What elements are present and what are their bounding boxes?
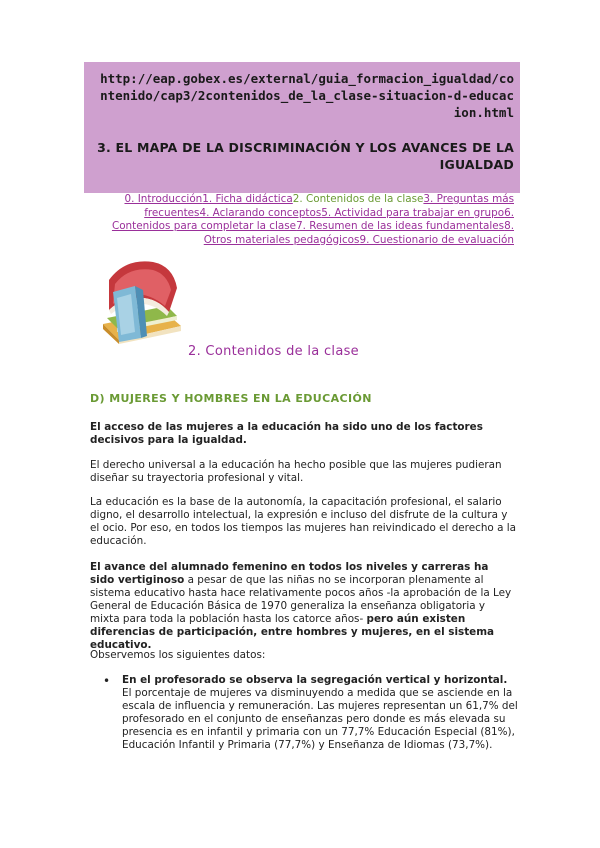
subheading: D) MUJERES Y HOMBRES EN LA EDUCACIÓN [90,392,372,405]
paragraph-4 [90,561,516,652]
nav-link-preguntas[interactable]: 3. Preguntas más frecuentes [144,193,514,219]
chapter-title: 3. EL MAPA DE LA DISCRIMINACIÓN Y LOS AVANCES DE LA IGUALDAD [97,140,514,172]
bullet-bold: En el profesorado se observa la segregación vertical y horizontal. [122,674,508,686]
nav-link-resumen[interactable]: 7. Resumen de las ideas fundamentales [296,220,505,232]
bullet-text: El porcentaje de mujeres va disminuyendo a medida que se asciende en la escala de influencia y remuneración. Las mujeres representan un 61,7% del profesorado en el conjunto de enseñanzas pero donde es más elevada su presencia es en infantil y primaria con un 77,7% Educación Especial (81%), Educación Infantil y Primaria (77,7%) y Enseñanza de Idiomas (73,7%). [122,687,518,751]
nav-link-actividad[interactable]: 5. Actividad para trabajar en grupo [321,206,505,219]
section-title: 2. Contenidos de la clase [188,344,359,359]
paragraph-4-text: a pesar de que las niñas no se incorporan plenamente al sistema educativo hasta hace relativamente pocos años -la aprobación de la Ley General de Educación Básica de 1970 generaliza la enseñanza obligatoria y mixta para toda la población hasta los catorce años- [90,574,512,625]
header-banner [84,62,520,193]
nav-link-cuestionario[interactable]: 9. Cuestionario de evaluación [359,233,514,246]
chapter-nav [90,193,514,247]
bullet-symbol: • [103,674,111,688]
paragraph-3: La educación es la base de la autonomía, la capacitación profesional, el salario digno, el desarrollo intelectual, la expresión e incluso del disfrute de la cultura y el ocio. Por eso, en todos los tiempos las mujeres han reivindicado el derecho a la educación. [90,496,517,547]
paragraph-1: El acceso de las mujeres a la educación ha sido uno de los factores decisivos para la igualdad. [90,421,483,446]
paragraph-2: El derecho universal a la educación ha hecho posible que las mujeres pudieran diseñar su trayectoria profesional y vital. [90,459,502,484]
nav-current-contenidos: 2. Contenidos de la clase [292,193,424,205]
bullet-item [122,674,518,752]
nav-link-conceptos[interactable]: 4. Aclarando conceptos [199,206,322,219]
paragraph-4-bold: El avance del alumnado femenino en todos los niveles y carreras ha sido vertiginoso [90,561,489,586]
nav-link-materiales[interactable]: 8. Otros materiales pedagógicos [203,220,514,246]
nav-link-ficha[interactable]: 1. Ficha didáctica [202,193,293,205]
books-icon [95,252,185,344]
nav-link-completar[interactable]: 6. Contenidos para completar la clase [111,206,514,232]
paragraph-5: Observemos los siguientes datos: [90,649,266,661]
nav-link-introduccion[interactable]: 0. Introducción [124,193,203,205]
page-url[interactable]: http://eap.gobex.es/external/guia_formacion_igualdad/contenido/cap3/2contenidos_de_la_clase-situacion-d-educacion.html [100,71,514,120]
paragraph-4-bold-end: pero aún existen diferencias de participación, entre hombres y mujeres, en el sistema educativo. [90,613,495,651]
